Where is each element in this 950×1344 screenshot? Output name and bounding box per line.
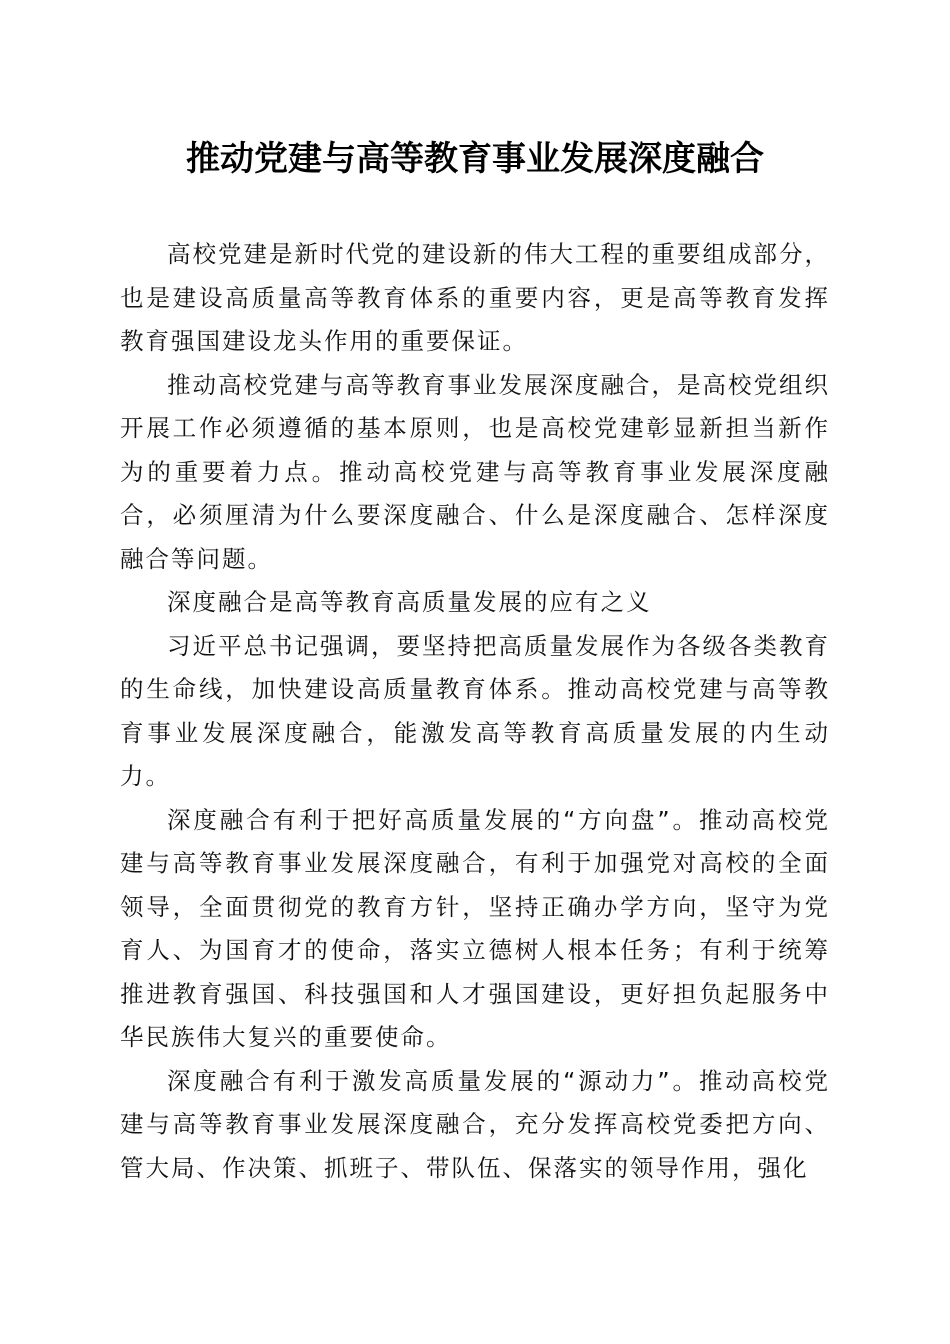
paragraph: 高校党建是新时代党的建设新的伟大工程的重要组成部分，也是建设高质量高等教育体系的重要内容，更是高等教育发挥教育强国建设龙头作用的重要保证。: [120, 240, 830, 355]
paragraph: 深度融合有利于把好高质量发展的“方向盘”。推动高校党建与高等教育事业发展深度融合，有利于加强党对高校的全面领导，全面贯彻党的教育方针，坚持正确办学方向，坚守为党育人、为国育才的使命，落实立德树人根本任务；有利于统筹推进教育强国、科技强国和人才强国建设，更好担负起服务中华民族伟大复兴的重要使命。: [120, 805, 830, 1051]
paragraph: 推动高校党建与高等教育事业发展深度融合，是高校党组织开展工作必须遵循的基本原则，也是高校党建彰显新担当新作为的重要着力点。推动高校党建与高等教育事业发展深度融合，必须厘清为什么要深度融合、什么是深度融合、怎样深度融合等问题。: [120, 370, 830, 573]
document-title: 推动党建与高等教育事业发展深度融合: [186, 139, 764, 179]
section-heading: 深度融合是高等教育高质量发展的应有之义: [167, 588, 652, 616]
document-body: [120, 233, 830, 1190]
paragraph: 深度融合有利于激发高质量发展的“源动力”。推动高校党建与高等教育事业发展深度融合，充分发挥高校党委把方向、管大局、作决策、抓班子、带队伍、保落实的领导作用，强化: [120, 1066, 830, 1182]
paragraph: 习近平总书记强调，要坚持把高质量发展作为各级各类教育的生命线，加快建设高质量教育体系。推动高校党建与高等教育事业发展深度融合，能激发高等教育高质量发展的内生动力。: [120, 631, 830, 790]
